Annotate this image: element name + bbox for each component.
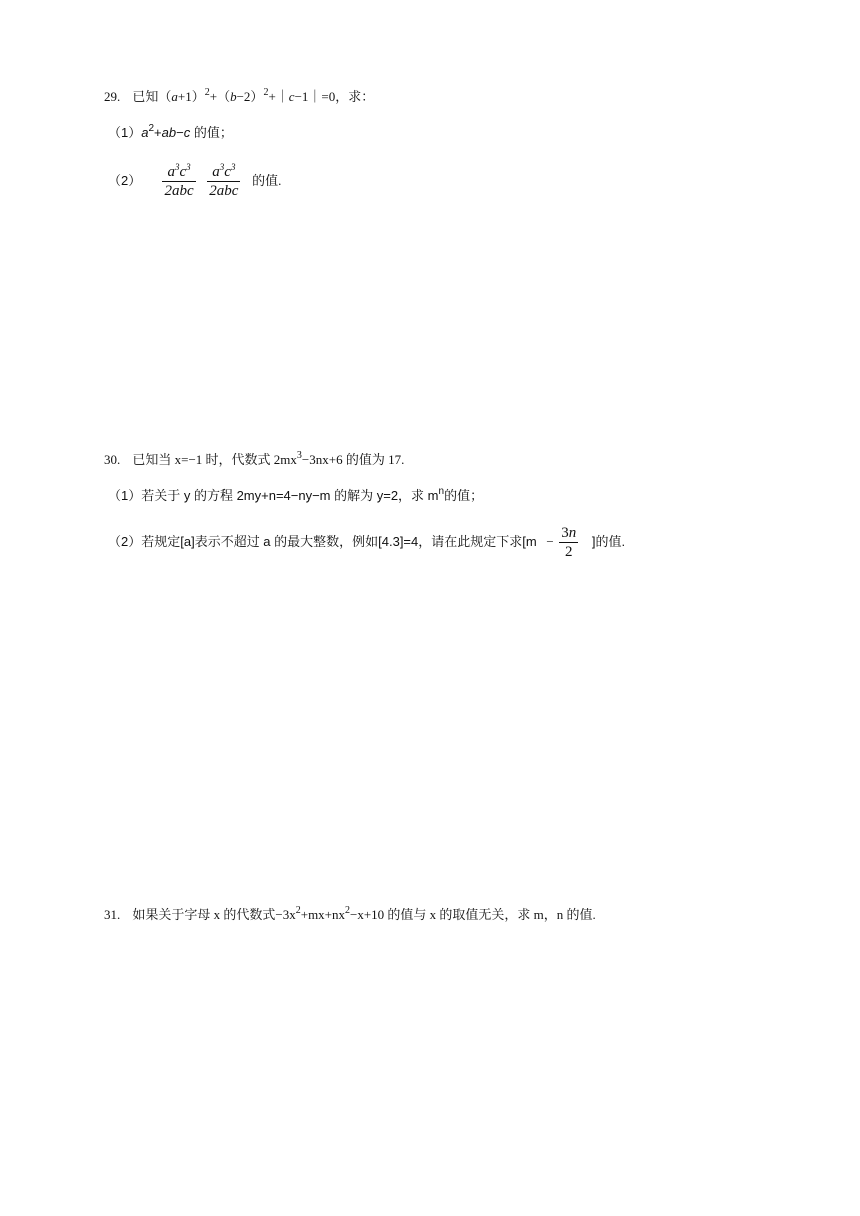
q30-part2-tail: ]的值. [591, 534, 626, 549]
q29-part1 [108, 124, 233, 142]
q29-part1-expression: $a^2+ab-c$ [141, 123, 191, 140]
q29-part1-tail: 的值； [193, 125, 233, 140]
q30-stem-text: 已知当 x=−1 时，代数式 $2mx^3-3nx+6$ 的值为 17. [132, 450, 405, 467]
q29-stem-text: 已知$(a+1)^2+(b-2)^2+|c-1|=0$，求： [132, 87, 375, 104]
q29-part2-label: （2） [108, 173, 142, 188]
q30-part1 [108, 487, 483, 505]
q30-fraction: $\frac{3n}{2}$ [561, 525, 577, 561]
q30-part2-minus: − [546, 534, 554, 549]
q30-part1-text: 若关于 y 的方程 2my+n=4−ny−m 的解为 y=2，求 m [141, 488, 439, 503]
q30-part2-text: 若规定[a]表示不超过 a 的最大整数，例如[4.3]=4，请在此规定下求[m [141, 534, 537, 549]
q30-part2 [108, 521, 625, 563]
q30-part2-label: （2） [108, 534, 142, 549]
q30-part1-label: （1） [108, 488, 142, 503]
q31-stem-text: 如果关于字母 x 的代数式$-3x^2+mx+nx^2-x+10$ 的值与 x 的取值无关，求 m，n 的值. [132, 905, 596, 922]
q30-part1-tail: 的值； [444, 488, 484, 503]
q30-stem [104, 451, 404, 470]
q29-part2 [108, 160, 281, 202]
q31-number: 31. [104, 907, 121, 922]
q31-stem [104, 906, 596, 925]
q30-number: 30. [104, 452, 121, 467]
q29-fraction-2: $\frac{a^3c^3}{\text{2abc}}$ [209, 162, 239, 200]
q30-part1-sup: n [438, 486, 445, 497]
q29-part1-label: （1） [108, 125, 142, 140]
q29-part2-tail: 的值. [252, 173, 282, 188]
q29-number: 29. [104, 89, 121, 104]
q29-stem [104, 88, 374, 107]
q29-fraction-1: $\frac{a^3c^3}{\text{2abc}}$ [164, 162, 194, 200]
